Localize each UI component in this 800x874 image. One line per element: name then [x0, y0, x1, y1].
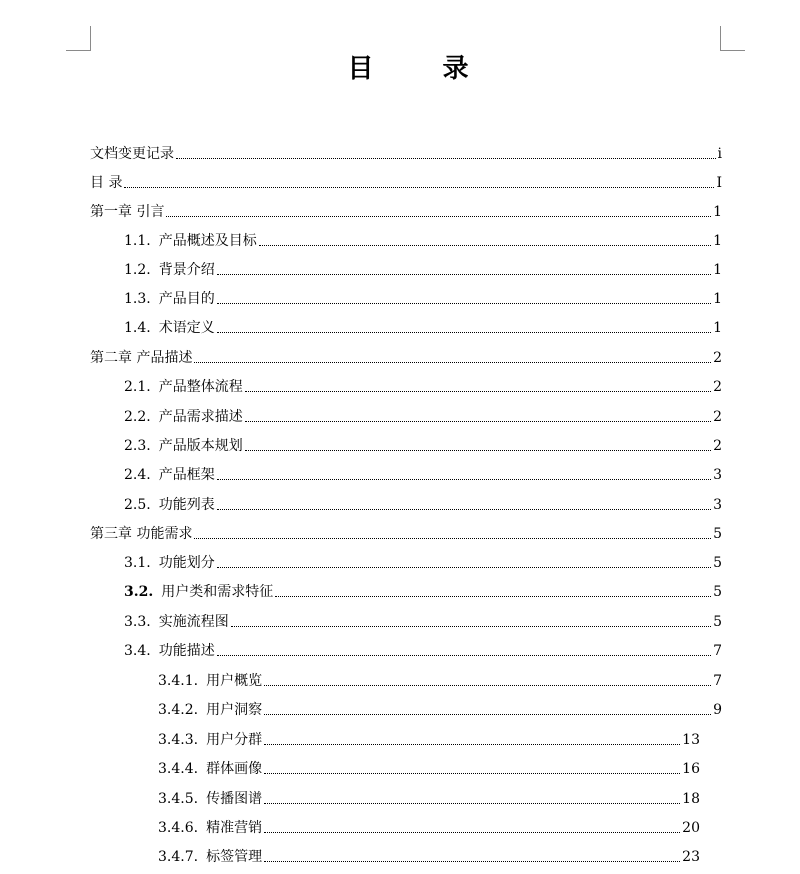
toc-entry-label: 实施流程图: [158, 614, 229, 630]
toc-entry-page: 2: [713, 350, 722, 366]
toc-entry-label: 背景介绍: [158, 262, 215, 278]
toc-leader-dots: [264, 684, 711, 686]
toc-entry-page: 1: [713, 233, 722, 249]
toc-leader-dots: [245, 420, 711, 422]
toc-entry[interactable]: [90, 142, 722, 162]
toc-entry-page: 5: [713, 526, 722, 542]
toc-entry-page: 23: [682, 849, 700, 865]
toc-entry-number: 1.2.: [124, 262, 151, 278]
toc-entry-page: 3: [713, 497, 722, 513]
toc-entry-label: 功能描述: [158, 643, 215, 659]
toc-entry-page: 5: [713, 555, 722, 571]
toc-entry-number: 2.5.: [124, 497, 151, 513]
toc-entry-label: 功能划分: [158, 555, 215, 571]
toc-entry-number: 1.4.: [124, 320, 151, 336]
toc-entry[interactable]: [124, 580, 722, 600]
toc-leader-dots: [264, 743, 680, 745]
toc-leader-dots: [231, 625, 711, 627]
toc-entry-page: i: [717, 146, 722, 162]
toc-entry[interactable]: [124, 610, 722, 630]
toc-entry-number: 3.4.: [124, 643, 151, 659]
toc-entry[interactable]: [124, 258, 722, 278]
toc-entry-page: 18: [682, 791, 700, 807]
toc-entry[interactable]: [124, 229, 722, 249]
toc-entry-label: 产品框架: [158, 467, 215, 483]
toc-entry-label: 产品目的: [158, 291, 215, 307]
toc-entry-number: 2.1.: [124, 379, 151, 395]
toc-leader-dots: [217, 654, 711, 656]
toc-entry-number: 3.4.5.: [158, 791, 199, 807]
toc-entry-number: 2.3.: [124, 438, 151, 454]
toc-leader-dots: [217, 478, 711, 480]
toc-leader-dots: [264, 802, 680, 804]
toc-entry-page: 1: [713, 291, 722, 307]
toc-entry-label: 产品版本规划: [158, 438, 243, 454]
toc-leader-dots: [217, 331, 711, 333]
toc-entry[interactable]: [124, 493, 722, 513]
toc-entry-label: 功能列表: [158, 497, 215, 513]
toc-entry-label: 第一章 引言: [90, 204, 165, 220]
toc-leader-dots: [124, 186, 714, 188]
toc-entry-label: 第三章 功能需求: [90, 526, 193, 542]
toc-entry-number: 3.4.2.: [158, 702, 199, 718]
toc-entry[interactable]: [158, 698, 722, 718]
toc-entry-label: 产品整体流程: [158, 379, 243, 395]
toc-entry-page: 1: [713, 204, 722, 220]
toc-entry-page: 2: [713, 409, 722, 425]
toc-entry-number: 1.3.: [124, 291, 151, 307]
toc-entry-page: 2: [713, 379, 722, 395]
toc-entry-number: 2.4.: [124, 467, 151, 483]
toc-entry-number: 1.1.: [124, 233, 151, 249]
toc-leader-dots: [176, 157, 716, 159]
toc-entry-label: 用户分群: [206, 732, 263, 748]
toc-entry[interactable]: [124, 405, 722, 425]
toc-entry[interactable]: [124, 375, 722, 395]
toc-entry-label: 用户概览: [206, 673, 263, 689]
toc-entry[interactable]: [124, 551, 722, 571]
toc-entry-label: 目 录: [90, 175, 123, 191]
toc-entry-number: 3.4.3.: [158, 732, 199, 748]
toc-entry-number: 3.4.1.: [158, 673, 199, 689]
toc-leader-dots: [245, 449, 711, 451]
toc-entry[interactable]: [158, 728, 700, 748]
toc-leader-dots: [217, 273, 711, 275]
toc-entry-page: 7: [713, 643, 722, 659]
toc-entry-number: 3.2.: [124, 584, 154, 600]
toc-entry-page: 5: [713, 614, 722, 630]
toc-entry[interactable]: [158, 816, 700, 836]
toc-entry-page: 13: [682, 732, 700, 748]
toc-entry[interactable]: [124, 639, 722, 659]
toc-entry-number: 3.4.7.: [158, 849, 199, 865]
toc-entry-page: 2: [713, 438, 722, 454]
toc-entry-page: I: [716, 175, 722, 191]
toc-entry-label: 术语定义: [158, 320, 215, 336]
toc-entry[interactable]: [124, 463, 722, 483]
toc-entry-number: 3.4.6.: [158, 820, 199, 836]
toc-leader-dots: [217, 508, 711, 510]
toc-leader-dots: [264, 713, 711, 715]
toc-entry-label: 产品需求描述: [158, 409, 243, 425]
toc-leader-dots: [217, 566, 711, 568]
toc-leader-dots: [166, 215, 711, 217]
toc-leader-dots: [264, 860, 680, 862]
toc-entry-page: 5: [713, 584, 722, 600]
toc-leader-dots: [217, 302, 711, 304]
toc-entry-label: 第二章 产品描述: [90, 350, 193, 366]
toc-entry[interactable]: [124, 316, 722, 336]
toc-entry-label: 用户洞察: [206, 702, 263, 718]
toc-entry-label: 精准营销: [206, 820, 263, 836]
toc-entry-page: 1: [713, 320, 722, 336]
toc-entry-label: 传播图谱: [206, 791, 263, 807]
toc-entry-number: 3.3.: [124, 614, 151, 630]
toc-entry[interactable]: [124, 434, 722, 454]
toc-entry-page: 9: [713, 702, 722, 718]
toc-entry[interactable]: [158, 757, 700, 777]
toc-entry-page: 3: [713, 467, 722, 483]
toc-entry-number: 3.4.4.: [158, 761, 199, 777]
toc-entry[interactable]: [90, 200, 722, 220]
toc-leader-dots: [245, 390, 711, 392]
toc-entry[interactable]: [90, 522, 722, 542]
toc-entry-label: 标签管理: [206, 849, 263, 865]
toc-entry[interactable]: [158, 787, 700, 807]
toc-entry-label: 产品概述及目标: [158, 233, 257, 249]
toc-entry-label: 用户类和需求特征: [161, 584, 274, 600]
toc-entry[interactable]: [158, 845, 700, 865]
toc-entry[interactable]: [158, 669, 722, 689]
toc-title: 目 录: [347, 54, 499, 84]
toc-entry-label: 文档变更记录: [90, 146, 174, 162]
toc-leader-dots: [264, 831, 680, 833]
toc-entry[interactable]: [90, 346, 722, 366]
toc-entry-label: 群体画像: [206, 761, 263, 777]
toc-leader-dots: [194, 361, 711, 363]
toc-entry-number: 2.2.: [124, 409, 151, 425]
toc-entry-page: 20: [682, 820, 700, 836]
toc-leader-dots: [194, 537, 711, 539]
toc-entry-page: 16: [682, 761, 700, 777]
toc-entry-number: 3.1.: [124, 555, 151, 571]
toc-entry-page: 7: [713, 673, 722, 689]
toc-entry-page: 1: [713, 262, 722, 278]
toc-entry[interactable]: [124, 287, 722, 307]
toc-entry[interactable]: [90, 171, 722, 191]
toc-leader-dots: [264, 772, 680, 774]
toc-leader-dots: [275, 595, 711, 597]
toc-leader-dots: [259, 244, 711, 246]
